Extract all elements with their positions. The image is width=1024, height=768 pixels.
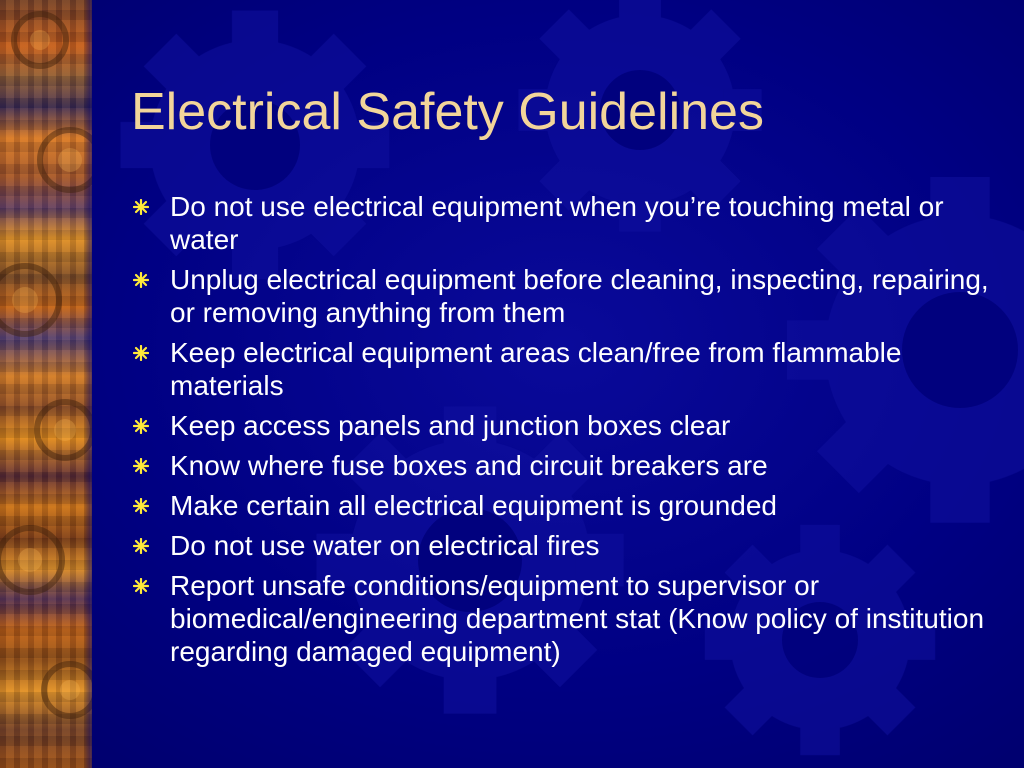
slide-title: Electrical Safety Guidelines — [131, 83, 764, 141]
list-item — [133, 336, 993, 402]
bullet-text: Know where fuse boxes and circuit breakers are — [170, 450, 768, 481]
list-item — [133, 569, 993, 668]
bullet-text: Make certain all electrical equipment is grounded — [170, 490, 777, 521]
bullet-text: Do not use electrical equipment when you’re touching metal or water — [170, 191, 944, 255]
sunburst-bullet-icon — [133, 498, 149, 514]
list-item — [133, 449, 993, 482]
sunburst-bullet-icon — [133, 418, 149, 434]
bullet-text: Do not use water on electrical fires — [170, 530, 600, 561]
sunburst-bullet-icon — [133, 199, 149, 215]
list-item — [133, 529, 993, 562]
bullet-text: Report unsafe conditions/equipment to supervisor or biomedical/engineering department stat (Know policy of institution regarding damaged equipment) — [170, 570, 985, 667]
bullet-list — [133, 190, 993, 675]
sunburst-bullet-icon — [133, 345, 149, 361]
sunburst-bullet-icon — [133, 272, 149, 288]
list-item — [133, 263, 993, 329]
list-item — [133, 409, 993, 442]
list-item — [133, 190, 993, 256]
bullet-text: Unplug electrical equipment before cleaning, inspecting, repairing, or removing anything from them — [170, 264, 989, 328]
sunburst-bullet-icon — [133, 458, 149, 474]
bullet-text: Keep electrical equipment areas clean/free from flammable materials — [170, 337, 902, 401]
sunburst-bullet-icon — [133, 538, 149, 554]
list-item — [133, 489, 993, 522]
sunburst-bullet-icon — [133, 578, 149, 594]
bullet-text: Keep access panels and junction boxes clear — [170, 410, 731, 441]
